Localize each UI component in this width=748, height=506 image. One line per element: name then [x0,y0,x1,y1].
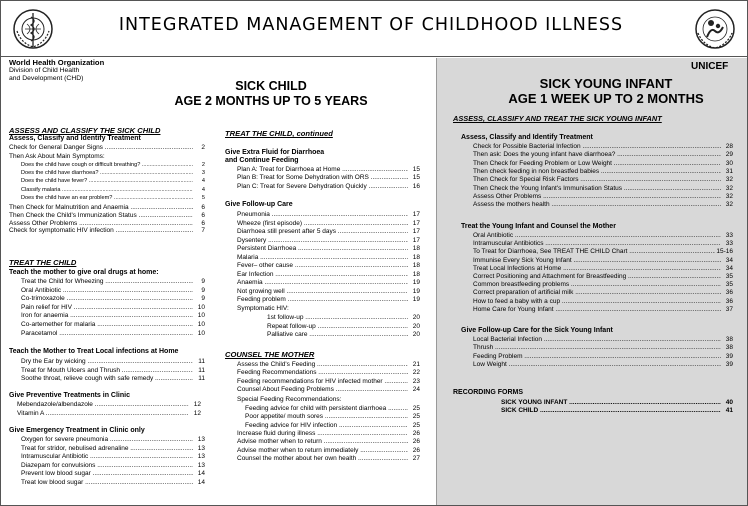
toc-entry-title: Wheeze (first episode) ..... [237,220,408,228]
toc-entry-title: Repeat follow-up ..... [267,323,408,331]
toc-entry-title: Home Care for Young Infant ..... [473,306,721,314]
sick-infant-title [471,76,741,106]
toc-entry-page: 6 [201,219,205,227]
toc-entry[interactable] [21,287,205,295]
toc-entry[interactable] [473,306,733,314]
toc-entry-page: 13 [197,436,205,443]
toc-entry-page: 7 [201,227,205,235]
toc-entry-title: Immunise Every Sick Young Infant ..... [473,257,721,265]
toc-entry-title: Co-artemether for malaria ..... [21,321,193,329]
toc-entry-title: Common breastfeeding problems ..... [473,281,721,289]
toc-entry-title: Persistent Diarrhoea ..... [237,245,408,253]
toc-entry-title: Soothe throat, relieve cough with safe remedy ..... [21,375,193,383]
title-bar [1,1,747,57]
toc-entry-page: 15 [412,174,420,182]
toc-entry-page: 21 [412,361,420,368]
toc-entry-page: 10 [197,321,205,328]
toc-entry-page: 35 [725,273,733,280]
toc-entry-page: 5 [201,194,205,201]
toc-entry[interactable] [473,248,733,256]
toc-entry-title: Then Check the Young Infant's Immunisation Status ..... [473,185,721,193]
toc-entry-page: 11 [198,358,205,365]
toc-entry-title: Intramuscular Antibiotic ..... [21,453,193,461]
toc-entry[interactable] [267,331,420,339]
toc-entry-page: 28 [725,143,733,150]
toc-entry-title: Plan B: Treat for Some Dehydration with ORS ..... [237,174,408,182]
toc-entry[interactable] [21,367,205,375]
unicef-emblem-icon [693,7,737,51]
toc-entry[interactable] [21,479,205,487]
toc-entry-title: Prevent low blood sugar ..... [21,470,193,478]
toc-entry[interactable] [473,176,733,184]
toc-entry-page: 34 [725,256,733,264]
toc-entry-page: 15-16 [716,248,733,256]
toc-entry-page: 34 [725,264,733,272]
toc-entry-page: 16 [412,182,420,190]
toc-entry-page: 11 [198,366,205,374]
toc-entry-title: To Treat for Diarrhoea, See TREAT THE CHILD Chart ..... [473,248,721,256]
toc-entry[interactable] [21,195,205,203]
toc-entry-page: 32 [725,176,733,184]
org-division: Division of Child Health [9,67,80,74]
toc-entry[interactable] [473,240,733,248]
toc-entry-page: 35 [725,281,733,289]
toc-entry-title: Then Check for Special Risk Factors ..... [473,176,721,184]
toc-entry-page: 15 [412,166,420,173]
toc-entry[interactable] [237,438,420,446]
toc-entry-page: 27 [412,454,420,462]
toc-entry-page: 13 [197,461,205,469]
toc-entry-page: 17 [412,211,420,218]
toc-entry-page: 32 [725,192,733,200]
toc-entry-page: 14 [197,479,205,486]
toc-entry-title: Treat the Child for Wheezing ..... [21,278,193,286]
section-heading: and Continue Feeding [225,157,299,164]
who-emblem-icon [11,7,55,51]
toc-entry-title: Treat Local Infections at Home ..... [473,265,721,273]
toc-entry[interactable] [267,323,420,331]
toc-entry-title: Oral Antibiotic ..... [473,232,721,240]
toc-entry-title: Paracetamol ..... [21,330,193,338]
toc-entry-page: 10 [197,329,205,337]
toc-entry-page: 4 [201,186,205,193]
toc-entry-title: Vitamin A ..... [17,410,189,418]
toc-entry-page: 18 [412,245,420,252]
toc-entry[interactable] [237,279,420,287]
toc-entry-page: 25 [412,421,420,429]
toc-entry-title: Correct preparation of artificial milk ..... [473,289,721,297]
org-block [9,59,104,83]
toc-entry[interactable] [237,166,420,174]
toc-entry-title: Diarrhoea still present after 5 days ..... [237,228,408,236]
page-title: INTEGRATED MANAGEMENT OF CHILDHOOD ILLNESS [118,15,624,35]
toc-entry-title: Check for Possible Bacterial Infection ..... [473,143,721,151]
toc-entry-page: 14 [197,470,205,478]
toc-entry-page: 6 [201,211,205,219]
sick-child-title-line1: SICK CHILD [235,79,307,93]
section-label: Then Ask About Main Symptoms: [9,153,105,160]
toc-entry[interactable] [237,271,420,279]
toc-entry-title: Oral Antibiotic ..... [21,287,193,295]
toc-entry-title: Check for symptomatic HIV infection ..... [9,227,193,235]
toc-entry-page: 39 [725,352,733,360]
toc-entry-page: 36 [725,297,733,305]
toc-entry-title: Feeding recommendations for HIV infected mother ..... [237,378,408,386]
section-heading: Teach the Mother to Treat Local infections at Home [9,348,179,355]
toc-entry-page: 32 [725,184,733,192]
toc-entry-title: Then check feeding in non breastfed babies ..... [473,168,721,176]
toc-entry[interactable] [473,265,733,273]
toc-entry[interactable] [21,178,205,186]
toc-entry-page: 10 [197,303,205,311]
toc-entry[interactable] [21,462,205,470]
sick-child-title [161,79,381,109]
toc-entry-title: Ear Infection ..... [237,271,408,279]
sick-infant-subtitle: ASSESS, CLASSIFY AND TREAT THE SICK YOUNG INFANT [453,114,662,123]
toc-entry-title: Does the child have cough or difficult breathing? ..... [21,162,193,170]
toc-entry-title: Assess Other Problems ..... [9,220,193,228]
toc-entry[interactable] [21,358,205,366]
toc-entry[interactable] [237,237,420,245]
toc-entry-title: Then Check the Child's Immunization Status ..... [9,212,193,220]
toc-entry-page: 26 [412,446,420,454]
section-heading: TREAT THE CHILD [9,258,77,267]
toc-entry[interactable] [501,407,733,415]
sick-child-title-line2: AGE 2 MONTHS UP TO 5 YEARS [174,94,368,108]
toc-entry-title: Co-trimoxazole ..... [21,295,193,303]
toc-entry-title: Treat low blood sugar ..... [21,479,193,487]
toc-entry-page: 20 [412,331,420,338]
toc-entry-page: 18 [412,253,420,261]
section-label: Symptomatic HIV: [237,305,289,312]
toc-entry-title: Plan A: Treat for Diarrhoea at Home ..... [237,166,408,174]
section-heading: Give Emergency Treatment in Clinic only [9,427,145,434]
toc-entry-title: How to feed a baby with a cup ..... [473,298,721,306]
toc-entry[interactable] [473,281,733,289]
toc-entry[interactable] [267,314,420,322]
toc-entry-title: Assess the Child's Feeding ..... [237,361,408,369]
toc-entry-page: 19 [412,279,420,286]
toc-entry[interactable] [237,174,420,182]
toc-entry-page: 18 [412,270,420,278]
section-heading: Give Follow-up Care for the Sick Young Infant [461,327,613,334]
toc-entry-page: 18 [412,262,420,269]
toc-entry[interactable] [21,162,205,170]
toc-entry-title: Pain relief for HIV ..... [21,304,193,312]
section-heading: Give Follow-up Care [225,201,293,208]
section-heading: TREAT THE CHILD, continued [225,129,333,138]
toc-entry[interactable] [237,228,420,236]
toc-entry[interactable] [9,212,205,220]
toc-entry-page: 12 [193,401,201,408]
toc-entry-title: Diazepam for convulsions ..... [21,462,193,470]
toc-entry-title: Local Bacterial Infection ..... [473,336,721,344]
toc-entry-title: Dry the Ear by wicking ..... [21,358,193,366]
toc-entry[interactable] [21,187,205,195]
section-heading: Give Preventive Treatments in Clinic [9,392,130,399]
toc-entry-title: Feeding Recommendations ..... [237,369,408,377]
toc-entry-page: 4 [201,178,205,185]
toc-entry-title: Assess the mothers health ..... [473,201,721,209]
toc-entry[interactable] [21,304,205,312]
section-heading: COUNSEL THE MOTHER [225,350,315,359]
toc-entry-title: SICK YOUNG INFANT ..... [501,399,721,407]
toc-entry[interactable] [473,193,733,201]
toc-entry-page: 36 [725,289,733,297]
toc-entry[interactable] [21,375,205,383]
toc-entry[interactable] [473,273,733,281]
toc-entry-title: Iron for anaemia ..... [21,312,193,320]
section-heading: RECORDING FORMS [453,389,523,396]
toc-entry[interactable] [473,353,733,361]
toc-entry[interactable] [501,399,733,407]
toc-entry-title: Poor appetite/ mouth sores ..... [245,413,408,421]
toc-entry-title: Intramuscular Antibiotics ..... [473,240,721,248]
toc-entry-title: Then Check for Feeding Problem or Low Weight ..... [473,160,721,168]
toc-entry[interactable] [21,445,205,453]
toc-entry[interactable] [245,413,420,421]
toc-entry[interactable] [21,312,205,320]
toc-entry-title: Increase fluid during illness ..... [237,430,408,438]
toc-entry-page: 38 [725,344,733,352]
toc-entry-page: 13 [197,453,205,461]
toc-entry-title: Correct Positioning and Attachment for Breastfeeding ..... [473,273,721,281]
toc-entry[interactable] [473,344,733,352]
toc-entry-title: Does the child have fever? ..... [21,178,193,186]
org-dept: and Development (CHD) [9,75,84,82]
toc-entry-title: Then ask: Does the young infant have diarrhoea? ..... [473,151,721,159]
toc-entry-page: 9 [201,295,205,303]
toc-entry-title: Feeding Problem ..... [473,353,721,361]
toc-entry-page: 17 [412,219,420,227]
toc-entry-title: Oxygen for severe pneumonia ..... [21,436,193,444]
toc-entry-page: 37 [725,305,733,313]
toc-entry-title: Does the child have an ear problem? ..... [21,195,193,203]
toc-entry[interactable] [237,369,420,377]
toc-entry-page: 39 [725,360,733,368]
toc-entry-page: 26 [412,438,420,446]
toc-entry[interactable] [473,257,733,265]
toc-entry-title: Check for General Danger Signs ..... [9,144,193,152]
toc-entry[interactable] [17,401,201,409]
toc-entry-title: Advise mother when to return immediately ..... [237,447,408,455]
toc-entry-title: Not growing well ..... [237,288,408,296]
toc-entry-page: 33 [725,232,733,239]
toc-entry[interactable] [473,185,733,193]
toc-entry-title: Advise mother when to return ..... [237,438,408,446]
toc-entry-page: 20 [412,322,420,330]
section-heading: Give Extra Fluid for Diarrhoea [225,149,325,156]
toc-entry[interactable] [21,170,205,178]
toc-entry-page: 25 [412,413,420,421]
toc-entry-title: Does the child have diarrhoea? ..... [21,170,193,178]
toc-entry-page: 19 [412,287,420,295]
toc-entry-title: Pneumonia ..... [237,211,408,219]
toc-entry-page: 3 [201,170,205,177]
toc-entry[interactable] [237,361,420,369]
toc-entry[interactable] [237,220,420,228]
toc-entry-title: Treat for Mouth Ulcers and Thrush ..... [21,367,193,375]
toc-entry-title: 1st follow-up ..... [267,314,408,322]
toc-entry[interactable] [237,254,420,262]
toc-entry-page: 33 [725,240,733,248]
toc-entry-page: 12 [193,409,201,417]
toc-entry[interactable] [473,151,733,159]
toc-entry[interactable] [237,378,420,386]
toc-entry-page: 24 [412,385,420,393]
toc-entry[interactable] [21,321,205,329]
toc-entry-page: 17 [412,228,420,235]
toc-entry[interactable] [245,422,420,430]
toc-entry-page: 31 [725,167,733,175]
toc-entry-page: 26 [412,430,420,437]
toc-entry-title: Mebendazole/albendazole ..... [17,401,189,409]
toc-entry-page: 17 [412,236,420,244]
toc-entry-page: 38 [725,336,733,343]
toc-entry[interactable] [9,220,205,228]
toc-entry-title: Low Weight ..... [473,361,721,369]
toc-entry-title: Counsel the mother about her own health ..... [237,455,408,463]
toc-entry[interactable] [21,330,205,338]
toc-entry-title: Counsel About Feeding Problems ..... [237,386,408,394]
toc-entry-title: Feeding advice for HIV infection ..... [245,422,408,430]
toc-entry[interactable] [21,453,205,461]
toc-entry[interactable] [473,168,733,176]
toc-entry[interactable] [237,245,420,253]
toc-entry-title: Classify malaria ..... [21,187,193,195]
toc-entry[interactable] [473,298,733,306]
toc-entry[interactable] [473,289,733,297]
toc-entry-page: 32 [725,201,733,209]
toc-entry[interactable] [473,361,733,369]
toc-entry-title: Thrush ..... [473,344,721,352]
toc-entry-page: 40 [725,399,733,406]
toc-entry-page: 2 [201,144,205,151]
toc-entry[interactable] [237,211,420,219]
toc-entry-page: 19 [412,296,420,303]
toc-entry[interactable] [17,410,201,418]
toc-entry-page: 6 [201,204,205,211]
toc-entry-title: Feeding advice for child with persistent diarrhoea ..... [245,405,408,413]
toc-entry[interactable] [21,295,205,303]
toc-entry[interactable] [237,430,420,438]
section-label: Special Feeding Recommendations: [237,396,342,403]
unicef-label: UNICEF [691,61,729,72]
toc-entry-title: Palliative care ..... [267,331,408,339]
toc-entry[interactable] [473,201,733,209]
toc-entry-page: 10 [197,312,205,320]
toc-entry-page: 9 [201,278,205,285]
toc-entry[interactable] [237,447,420,455]
toc-entry[interactable] [9,227,205,235]
toc-entry-title: Then Check for Malnutrition and Anaemia ..... [9,204,193,212]
toc-entry[interactable] [245,405,420,413]
toc-entry-page: 30 [725,159,733,167]
toc-entry[interactable] [21,278,205,286]
toc-entry[interactable] [237,288,420,296]
toc-entry[interactable] [237,262,420,270]
toc-entry-title: Treat for stridor, nebulised adrenaline ..... [21,445,193,453]
toc-entry[interactable] [237,455,420,463]
toc-entry[interactable] [473,143,733,151]
toc-entry-page: 41 [725,407,733,415]
toc-entry-title: Fever– other cause ..... [237,262,408,270]
toc-entry-title: Assess Other Problems ..... [473,193,721,201]
toc-entry[interactable] [237,296,420,304]
toc-entry[interactable] [9,144,205,152]
toc-entry-page: 20 [412,314,420,321]
toc-entry[interactable] [237,386,420,394]
toc-entry-page: 23 [412,377,420,385]
toc-entry-page: 22 [412,369,420,377]
toc-entry[interactable] [237,183,420,191]
toc-entry-page: 2 [201,162,205,168]
section-heading: Teach the mother to give oral drugs at home: [9,269,159,276]
section-heading: Assess, Classify and Identify Treatment [461,134,593,141]
toc-entry[interactable] [21,436,205,444]
org-name: World Health Organization [9,58,105,67]
toc-entry-title: Feeding problem ..... [237,296,408,304]
toc-entry-page: 25 [412,405,420,412]
toc-entry-title: SICK CHILD ..... [501,407,721,415]
section-heading: Assess, Classify and Identify Treatment [9,135,141,142]
toc-entry[interactable] [473,160,733,168]
section-heading: Treat the Young Infant and Counsel the Mother [461,223,616,230]
toc-entry-page: 9 [201,286,205,294]
toc-entry-title: Dysentery ..... [237,237,408,245]
toc-entry-title: Anaemia ..... [237,279,408,287]
toc-entry-page: 13 [197,444,205,452]
toc-entry-page: 29 [725,151,733,159]
sick-infant-title-line1: SICK YOUNG INFANT [539,76,673,91]
section-heading: ASSESS AND CLASSIFY THE SICK CHILD [9,126,161,135]
toc-entry[interactable] [473,336,733,344]
sick-infant-title-line2: AGE 1 WEEK UP TO 2 MONTHS [508,91,704,106]
toc-entry-page: 11 [198,375,205,383]
toc-entry[interactable] [9,204,205,212]
toc-entry[interactable] [21,470,205,478]
toc-entry[interactable] [473,232,733,240]
toc-entry-title: Plan C: Treat for Severe Dehydration Quickly ..... [237,183,408,191]
toc-entry-title: Malaria ..... [237,254,408,262]
